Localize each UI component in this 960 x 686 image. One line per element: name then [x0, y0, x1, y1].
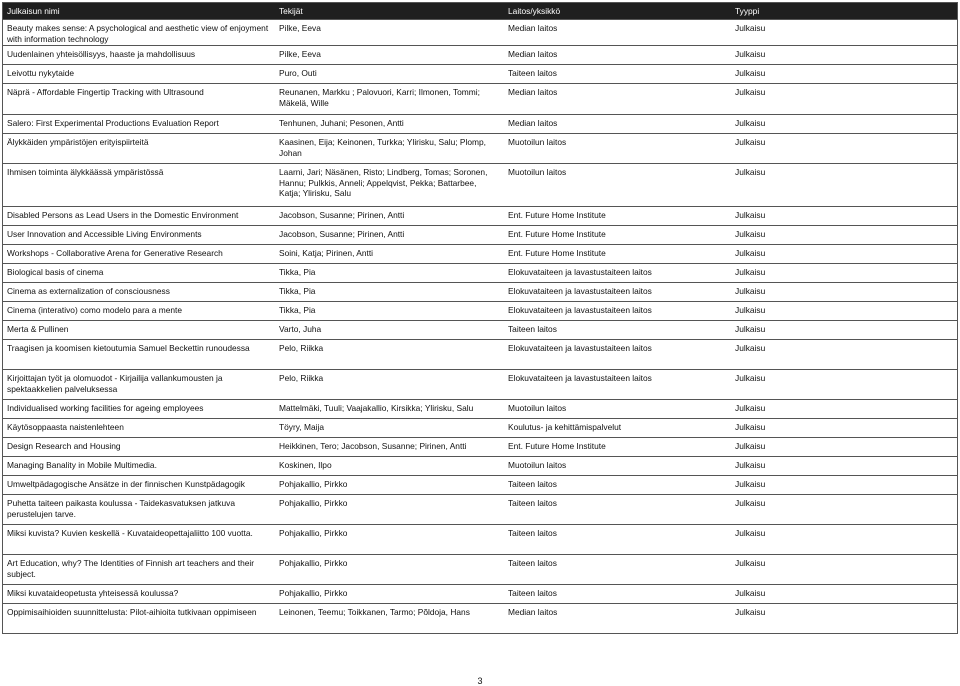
row-title: Uudenlainen yhteisöllisyys, haaste ja mahdollisuus	[7, 49, 196, 59]
header-title: Julkaisun nimi	[7, 6, 60, 16]
row-type: Julkaisu	[735, 305, 766, 315]
row-authors: Laarni, Jari; Näsänen, Risto; Lindberg, Tomas; Soronen, Hannu; Pulkkis, Anneli; Appelqvist, Pekka; Battarbee, Katja; Ylirisku, Salu	[279, 167, 488, 199]
row-title: Miksi kuvataideopetusta yhteisessä koulussa?	[7, 588, 179, 598]
row-authors: Pilke, Eeva	[279, 49, 321, 59]
row-title: Biological basis of cinema	[7, 267, 104, 277]
table-row	[3, 369, 957, 399]
row-unit: Ent. Future Home Institute	[508, 248, 606, 258]
row-unit: Muotoilun laitos	[508, 403, 567, 413]
table-row	[3, 133, 957, 163]
row-title: Käytösoppaasta naistenlehteen	[7, 422, 124, 432]
row-authors: Jacobson, Susanne; Pirinen, Antti	[279, 210, 405, 220]
row-type: Julkaisu	[735, 403, 766, 413]
row-title: Cinema (interativo) como modelo para a mente	[7, 305, 183, 315]
row-unit: Median laitos	[508, 87, 558, 97]
row-type: Julkaisu	[735, 343, 766, 353]
row-unit: Median laitos	[508, 607, 558, 617]
row-type: Julkaisu	[735, 498, 766, 508]
row-title: Umweltpädagogische Ansätze in der finnischen Kunstpädagogik	[7, 479, 245, 489]
row-title: Beauty makes sense: A psychological and aesthetic view of enjoyment with information technology	[7, 23, 269, 44]
row-authors: Koskinen, Ilpo	[279, 460, 332, 470]
row-type: Julkaisu	[735, 87, 766, 97]
header-authors: Tekijät	[279, 6, 303, 16]
row-unit: Elokuvataiteen ja lavastustaiteen laitos	[508, 305, 652, 315]
row-type: Julkaisu	[735, 588, 766, 598]
row-title: Merta & Pullinen	[7, 324, 69, 334]
row-authors: Tikka, Pia	[279, 267, 316, 277]
row-authors: Mattelmäki, Tuuli; Vaajakallio, Kirsikka; Ylirisku, Salu	[279, 403, 474, 413]
row-unit: Ent. Future Home Institute	[508, 229, 606, 239]
row-authors: Pilke, Eeva	[279, 23, 321, 33]
table-row	[3, 554, 957, 584]
row-unit: Koulutus- ja kehittämispalvelut	[508, 422, 622, 432]
table-row	[3, 603, 957, 633]
row-type: Julkaisu	[735, 210, 766, 220]
row-type: Julkaisu	[735, 137, 766, 147]
row-type: Julkaisu	[735, 286, 766, 296]
row-title: Oppimisaihioiden suunnittelusta: Pilot-aihioita tutkivaan oppimiseen	[7, 607, 257, 617]
row-title: Älykkäiden ympäristöjen erityispiirteitä	[7, 137, 149, 147]
row-unit: Ent. Future Home Institute	[508, 210, 606, 220]
row-type: Julkaisu	[735, 441, 766, 451]
row-authors: Pohjakallio, Pirkko	[279, 588, 348, 598]
table-row	[3, 320, 957, 339]
row-type: Julkaisu	[735, 607, 766, 617]
row-type: Julkaisu	[735, 267, 766, 277]
table-row	[3, 399, 957, 418]
table-row	[3, 437, 957, 456]
row-unit: Median laitos	[508, 23, 558, 33]
row-unit: Muotoilun laitos	[508, 460, 567, 470]
row-authors: Pohjakallio, Pirkko	[279, 498, 348, 508]
row-authors: Tenhunen, Juhani; Pesonen, Antti	[279, 118, 404, 128]
row-authors: Soini, Katja; Pirinen, Antti	[279, 248, 374, 258]
row-authors: Pelo, Riikka	[279, 343, 324, 353]
row-type: Julkaisu	[735, 324, 766, 334]
row-authors: Pohjakallio, Pirkko	[279, 528, 348, 538]
row-authors: Heikkinen, Tero; Jacobson, Susanne; Pirinen, Antti	[279, 441, 467, 451]
table-row	[3, 524, 957, 554]
table-row	[3, 301, 957, 320]
table-row	[3, 163, 957, 206]
row-authors: Töyry, Maija	[279, 422, 324, 432]
row-authors: Varto, Juha	[279, 324, 322, 334]
row-type: Julkaisu	[735, 558, 766, 568]
row-authors: Pelo, Riikka	[279, 373, 324, 383]
row-unit: Muotoilun laitos	[508, 137, 567, 147]
row-title: Cinema as externalization of consciousness	[7, 286, 170, 296]
row-title: Ihmisen toiminta älykkäässä ympäristössä	[7, 167, 164, 177]
row-unit: Elokuvataiteen ja lavastustaiteen laitos	[508, 286, 652, 296]
row-type: Julkaisu	[735, 422, 766, 432]
row-type: Julkaisu	[735, 23, 766, 33]
row-authors: Pohjakallio, Pirkko	[279, 558, 348, 568]
table-row	[3, 418, 957, 437]
row-unit: Taiteen laitos	[508, 479, 557, 489]
row-title: Managing Banality in Mobile Multimedia.	[7, 460, 157, 470]
table-row	[3, 19, 957, 45]
row-authors: Pohjakallio, Pirkko	[279, 479, 348, 489]
row-title: Traagisen ja koomisen kietoutumia Samuel Beckettin runoudessa	[7, 343, 250, 353]
row-title: Miksi kuvista? Kuvien keskellä - Kuvataideopettajaliitto 100 vuotta.	[7, 528, 253, 538]
row-unit: Median laitos	[508, 49, 558, 59]
table-row	[3, 64, 957, 83]
row-unit: Taiteen laitos	[508, 588, 557, 598]
row-title: User Innovation and Accessible Living Environments	[7, 229, 202, 239]
row-unit: Median laitos	[508, 118, 558, 128]
table-row	[3, 494, 957, 524]
row-type: Julkaisu	[735, 248, 766, 258]
header-unit: Laitos/yksikkö	[508, 6, 561, 16]
table-row	[3, 456, 957, 475]
table-row	[3, 244, 957, 263]
row-authors: Jacobson, Susanne; Pirinen, Antti	[279, 229, 405, 239]
table-row	[3, 263, 957, 282]
table-row	[3, 339, 957, 369]
row-authors: Kaasinen, Eija; Keinonen, Turkka; Ylirisku, Salu; Plomp, Johan	[279, 137, 487, 158]
row-authors: Reunanen, Markku ; Palovuori, Karri; Ilmonen, Tommi; Mäkelä, Wille	[279, 87, 480, 108]
row-unit: Muotoilun laitos	[508, 167, 567, 177]
row-type: Julkaisu	[735, 68, 766, 78]
row-unit: Taiteen laitos	[508, 528, 557, 538]
table-row	[3, 475, 957, 494]
table-row	[3, 114, 957, 133]
row-unit: Taiteen laitos	[508, 68, 557, 78]
row-title: Workshops - Collaborative Arena for Generative Research	[7, 248, 223, 258]
row-authors: Tikka, Pia	[279, 305, 316, 315]
row-title: Art Education, why? The Identities of Finnish art teachers and their subject.	[7, 558, 255, 579]
row-title: Näprä - Affordable Fingertip Tracking with Ultrasound	[7, 87, 204, 97]
row-type: Julkaisu	[735, 479, 766, 489]
header-type: Tyyppi	[735, 6, 760, 16]
row-unit: Taiteen laitos	[508, 558, 557, 568]
row-authors: Puro, Outi	[279, 68, 317, 78]
table-row	[3, 45, 957, 64]
row-type: Julkaisu	[735, 528, 766, 538]
table-body	[3, 19, 957, 633]
row-title: Salero: First Experimental Productions Evaluation Report	[7, 118, 219, 128]
row-unit: Taiteen laitos	[508, 324, 557, 334]
row-type: Julkaisu	[735, 118, 766, 128]
row-unit: Elokuvataiteen ja lavastustaiteen laitos	[508, 267, 652, 277]
row-type: Julkaisu	[735, 460, 766, 470]
row-unit: Elokuvataiteen ja lavastustaiteen laitos	[508, 373, 652, 383]
row-type: Julkaisu	[735, 49, 766, 59]
row-title: Puhetta taiteen paikasta koulussa - Taidekasvatuksen jatkuva perustelujen tarve.	[7, 498, 235, 519]
table-header	[3, 3, 957, 19]
row-authors: Tikka, Pia	[279, 286, 316, 296]
row-title: Individualised working facilities for ageing employees	[7, 403, 204, 413]
table-row	[3, 83, 957, 114]
row-authors: Leinonen, Teemu; Toikkanen, Tarmo; Põldoja, Hans	[279, 607, 470, 617]
table-row	[3, 584, 957, 603]
table-row	[3, 282, 957, 301]
row-type: Julkaisu	[735, 167, 766, 177]
row-unit: Ent. Future Home Institute	[508, 441, 606, 451]
row-title: Kirjoittajan työt ja olomuodot - Kirjailija vallankumousten ja spektaakkelien palveluksessa	[7, 373, 223, 394]
table-row	[3, 225, 957, 244]
row-unit: Elokuvataiteen ja lavastustaiteen laitos	[508, 343, 652, 353]
row-type: Julkaisu	[735, 229, 766, 239]
row-title: Leivottu nykytaide	[7, 68, 75, 78]
row-type: Julkaisu	[735, 373, 766, 383]
publications-table	[2, 2, 958, 634]
table-row	[3, 206, 957, 225]
row-title: Disabled Persons as Lead Users in the Domestic Environment	[7, 210, 239, 220]
page-number: 3	[477, 676, 483, 686]
row-title: Design Research and Housing	[7, 441, 121, 451]
row-unit: Taiteen laitos	[508, 498, 557, 508]
